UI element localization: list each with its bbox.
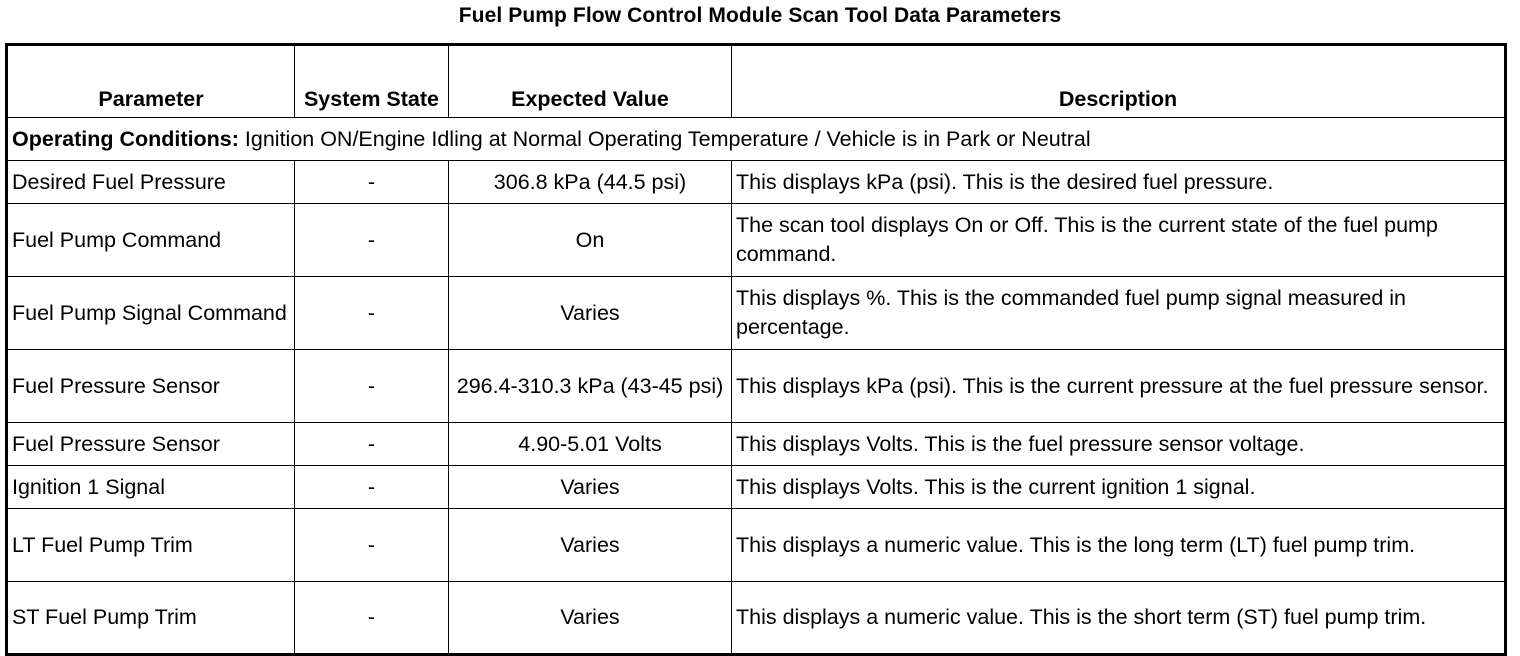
cell-parameter: Fuel Pressure Sensor <box>7 423 295 466</box>
cell-system-state: - <box>295 204 449 277</box>
operating-conditions-cell <box>7 118 1506 161</box>
cell-expected-value: Varies <box>449 466 732 509</box>
cell-parameter: Fuel Pump Signal Command <box>7 277 295 350</box>
cell-system-state: - <box>295 466 449 509</box>
cell-description: This displays Volts. This is the fuel pressure sensor voltage. <box>732 423 1506 466</box>
cell-parameter: Desired Fuel Pressure <box>7 161 295 204</box>
table-row <box>7 161 1506 204</box>
cell-expected-value: Varies <box>449 509 732 582</box>
cell-system-state: - <box>295 350 449 423</box>
cell-description: This displays a numeric value. This is the long term (LT) fuel pump trim. <box>732 509 1506 582</box>
cell-system-state: - <box>295 582 449 655</box>
table-row <box>7 423 1506 466</box>
cell-parameter: ST Fuel Pump Trim <box>7 582 295 655</box>
operating-conditions-label: Operating Conditions: <box>12 126 239 151</box>
table-row <box>7 277 1506 350</box>
table-row <box>7 466 1506 509</box>
table-row <box>7 204 1506 277</box>
operating-conditions-row <box>7 118 1506 161</box>
cell-description: This displays %. This is the commanded fuel pump signal measured in percentage. <box>732 277 1506 350</box>
cell-system-state: - <box>295 277 449 350</box>
cell-parameter: LT Fuel Pump Trim <box>7 509 295 582</box>
cell-system-state: - <box>295 161 449 204</box>
table-row <box>7 350 1506 423</box>
table-header-row <box>7 45 1506 118</box>
cell-description: This displays kPa (psi). This is the desired fuel pressure. <box>732 161 1506 204</box>
cell-parameter: Fuel Pressure Sensor <box>7 350 295 423</box>
cell-system-state: - <box>295 423 449 466</box>
cell-description: This displays kPa (psi). This is the current pressure at the fuel pressure sensor. <box>732 350 1506 423</box>
header-description: Description <box>732 45 1506 118</box>
cell-description: This displays Volts. This is the current ignition 1 signal. <box>732 466 1506 509</box>
header-parameter: Parameter <box>7 45 295 118</box>
cell-parameter: Fuel Pump Command <box>7 204 295 277</box>
cell-description: The scan tool displays On or Off. This is the current state of the fuel pump command. <box>732 204 1506 277</box>
cell-expected-value: On <box>449 204 732 277</box>
cell-expected-value: 306.8 kPa (44.5 psi) <box>449 161 732 204</box>
cell-expected-value: 296.4-310.3 kPa (43-45 psi) <box>449 350 732 423</box>
table-row <box>7 582 1506 655</box>
cell-expected-value: Varies <box>449 277 732 350</box>
header-expected-value: Expected Value <box>449 45 732 118</box>
cell-expected-value: Varies <box>449 582 732 655</box>
cell-parameter: Ignition 1 Signal <box>7 466 295 509</box>
page-title: Fuel Pump Flow Control Module Scan Tool Data Parameters <box>458 4 1062 27</box>
parameters-table <box>5 43 1507 656</box>
header-system-state: System State <box>295 45 449 118</box>
cell-expected-value: 4.90-5.01 Volts <box>449 423 732 466</box>
table-row <box>7 509 1506 582</box>
operating-conditions-text: Ignition ON/Engine Idling at Normal Operating Temperature / Vehicle is in Park or Neutral <box>238 126 1091 151</box>
cell-description: This displays a numeric value. This is the short term (ST) fuel pump trim. <box>732 582 1506 655</box>
cell-system-state: - <box>295 509 449 582</box>
